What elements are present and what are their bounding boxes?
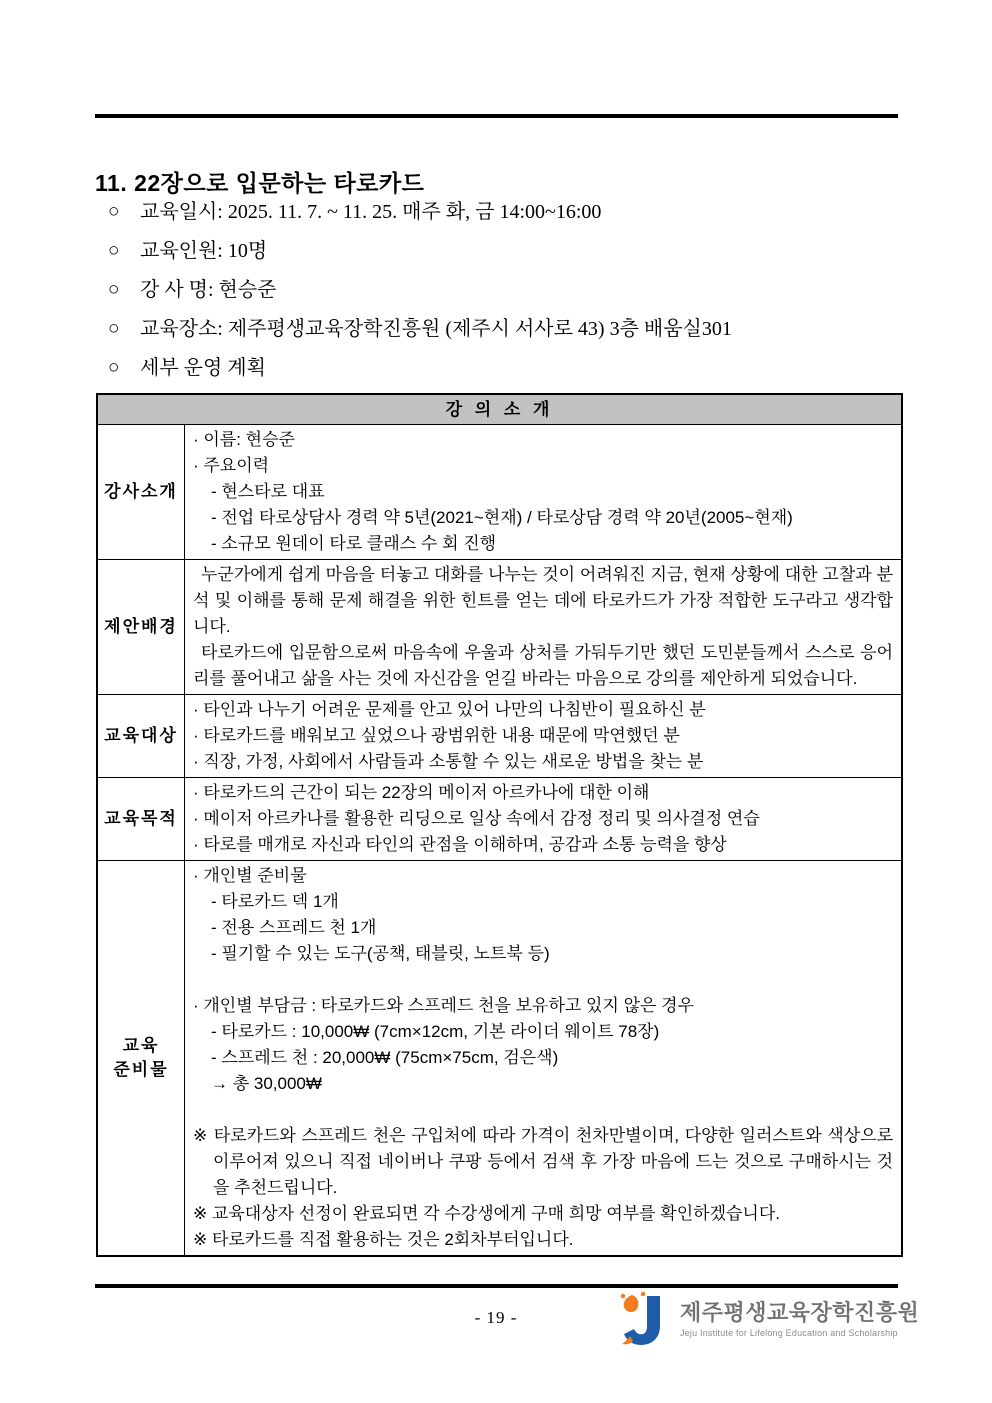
bottom-horizontal-rule (95, 1284, 898, 1288)
content-note: ※ 타로카드와 스프레드 천은 구입처에 따라 가격이 천차만별이며, 다양한 일러스트와 색상으로 이루어져 있으니 직접 네이버나 쿠팡 등에서 검색 후 가장 마음에 드는 것으로 구매하시는 것을 추천드립니다. (193, 1126, 893, 1197)
content-line: - 필기할 수 있는 도구(공책, 태블릿, 노트북 등) (211, 944, 550, 963)
list-item (108, 277, 908, 303)
row-label-line: 교육 (122, 1036, 160, 1055)
content-line: → 총 30,000₩ (211, 1074, 322, 1093)
table-header: 강 의 소 개 (98, 395, 901, 425)
content-line: · 이름: 현승준 (193, 430, 295, 449)
content-line: · 타로를 매개로 자신과 타인의 관점을 이해하며, 공감과 소통 능력을 향상 (193, 835, 727, 854)
content-line: - 스프레드 천 : 20,000₩ (75cm×75cm, 검은색) (211, 1048, 559, 1067)
top-horizontal-rule (95, 114, 898, 118)
info-item-text: 교육장소: 제주평생교육장학진흥원 (제주시 서사로 43) 3층 배움실301 (140, 318, 732, 340)
circle-bullet-icon: ○ (108, 201, 120, 222)
content-paragraph: 누군가에게 쉽게 마음을 터놓고 대화를 나누는 것이 어려워진 지금, 현재 상황에 대한 고찰과 분석 및 이해를 통해 문제 해결을 위한 힌트를 얻는 데에 타로카드가 가장 적합한 도구라고 생각합니다. (193, 565, 893, 636)
logo-korean-name: 제주평생교육장학진흥원 (680, 1300, 920, 1325)
list-item (108, 355, 908, 381)
info-item-text: 강 사 명: 현승준 (140, 279, 277, 301)
page-title: 11. 22장으로 입문하는 타로카드 (95, 170, 425, 197)
content-line: · 개인별 준비물 (193, 866, 307, 885)
row-content (185, 425, 901, 559)
content-line: - 소규모 원데이 타로 클래스 수 회 진행 (211, 534, 497, 553)
table-row (98, 560, 901, 695)
table-row (98, 861, 901, 1255)
row-label: 제안배경 (98, 560, 185, 694)
list-item (108, 238, 908, 264)
content-line: - 타로카드 : 10,000₩ (7cm×12cm, 기본 라이더 웨이트 78장) (211, 1022, 660, 1041)
list-item (108, 199, 908, 225)
course-intro-table (96, 393, 903, 1257)
table-row (98, 695, 901, 778)
content-line: · 주요이력 (193, 456, 270, 475)
content-line: · 직장, 가정, 사회에서 사람들과 소통할 수 있는 새로운 방법을 찾는 분 (193, 752, 704, 771)
info-item-text: 교육일시: 2025. 11. 7. ~ 11. 25. 매주 화, 금 14:00~16:00 (140, 201, 602, 223)
organization-logo (620, 1292, 919, 1348)
content-line: · 타로카드의 근간이 되는 22장의 메이저 아르카나에 대한 이해 (193, 783, 650, 802)
circle-bullet-icon: ○ (108, 318, 120, 339)
content-line: - 타로카드 덱 1개 (211, 892, 339, 911)
course-info-list (108, 199, 908, 394)
content-line: · 타인과 나누기 어려운 문제를 안고 있어 나만의 나침반이 필요하신 분 (193, 700, 706, 719)
logo-mark-icon (620, 1292, 670, 1348)
table-row (98, 778, 901, 861)
table-row (98, 425, 901, 560)
row-label (98, 861, 185, 1255)
content-line: · 메이저 아르카나를 활용한 리딩으로 일상 속에서 감정 정리 및 의사결정 연습 (193, 809, 760, 828)
content-line: - 현스타로 대표 (211, 482, 325, 501)
row-label-line: 준비물 (113, 1060, 169, 1079)
info-item-text: 세부 운영 계획 (140, 357, 266, 379)
row-label: 교육목적 (98, 778, 185, 860)
list-item (108, 316, 908, 342)
row-content (185, 560, 901, 694)
content-note: ※ 교육대상자 선정이 완료되면 각 수강생에게 구매 희망 여부를 확인하겠습니다. (193, 1204, 780, 1223)
info-item-text: 교육인원: 10명 (140, 240, 268, 262)
blank-line (193, 1097, 893, 1123)
content-line: - 전업 타로상담사 경력 약 5년(2021~현재) / 타로상담 경력 약 20년(2005~현재) (211, 508, 793, 527)
circle-bullet-icon: ○ (108, 279, 120, 300)
logo-text (680, 1301, 919, 1339)
row-label: 강사소개 (98, 425, 185, 559)
row-label: 교육대상 (98, 695, 185, 777)
content-line: · 타로카드를 배워보고 싶었으나 광범위한 내용 때문에 막연했던 분 (193, 726, 680, 745)
row-content (185, 778, 901, 860)
circle-bullet-icon: ○ (108, 240, 120, 261)
content-line: · 개인별 부담금 : 타로카드와 스프레드 천을 보유하고 있지 않은 경우 (193, 996, 695, 1015)
content-line: - 전용 스프레드 천 1개 (211, 918, 377, 937)
content-paragraph: 타로카드에 입문함으로써 마음속에 우울과 상처를 가둬두기만 했던 도민분들께서 스스로 응어리를 풀어내고 삶을 사는 것에 자신감을 얻길 바라는 마음으로 강의를 제안하게 되었습니다. (193, 643, 893, 688)
row-content (185, 695, 901, 777)
logo-english-name: Jeju Institute for Lifelong Education and Scholarship (680, 1328, 898, 1338)
page-number: - 19 - (474, 1308, 518, 1327)
blank-line (193, 967, 893, 993)
row-content (185, 861, 901, 1255)
content-note: ※ 타로카드를 직접 활용하는 것은 2회차부터입니다. (193, 1230, 574, 1249)
circle-bullet-icon: ○ (108, 357, 120, 378)
